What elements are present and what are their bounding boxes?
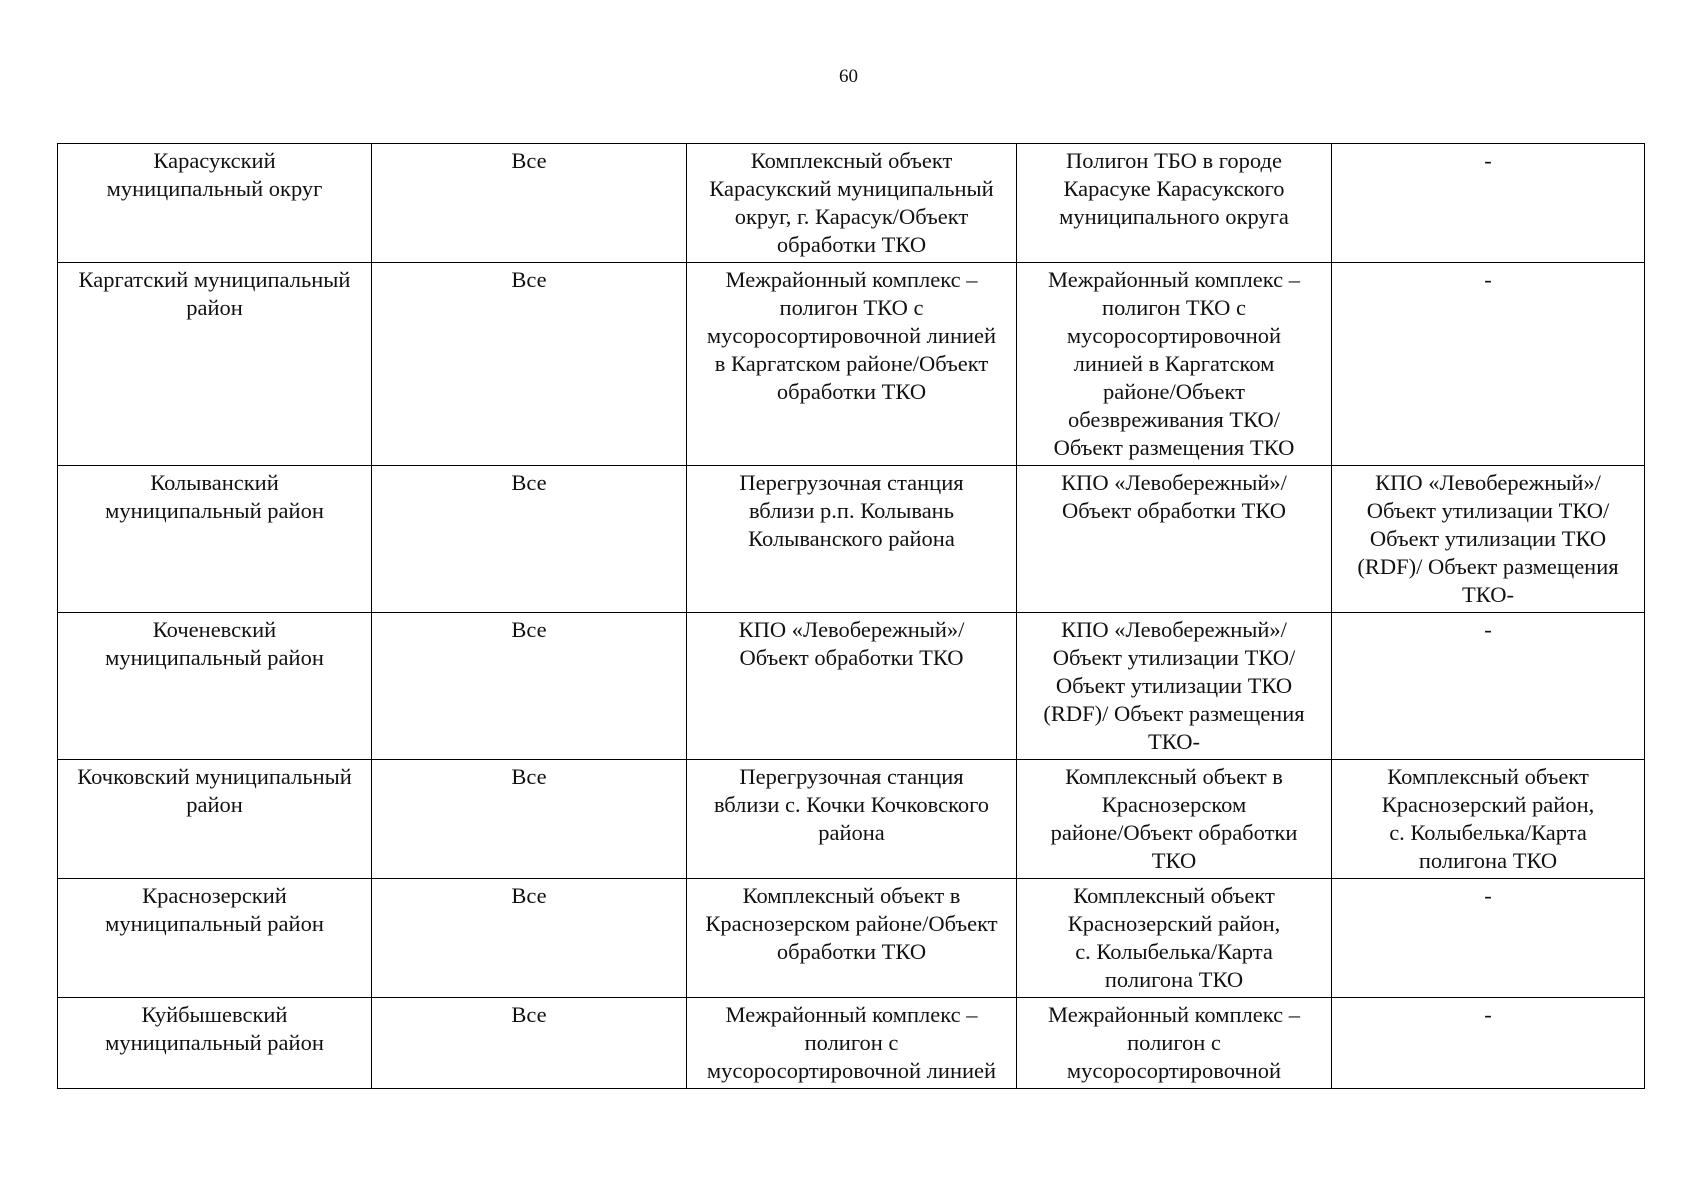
table-row bbox=[58, 263, 1645, 466]
settlements-cell: Все bbox=[372, 466, 687, 613]
object-cell-1: Комплексный объект в Краснозерском районе/Объект обработки ТКО bbox=[687, 879, 1017, 998]
object-cell-1: Межрайонный комплекс – полигон ТКО с мусоросортировочной линией в Каргатском районе/Объект обработки ТКО bbox=[687, 263, 1017, 466]
object-cell-3: - bbox=[1332, 998, 1645, 1089]
settlements-cell: Все bbox=[372, 263, 687, 466]
table-row bbox=[58, 613, 1645, 760]
object-cell-2: Межрайонный комплекс – полигон с мусоросортировочной bbox=[1017, 998, 1332, 1089]
table-row bbox=[58, 879, 1645, 998]
municipality-cell: Карасукский муниципальный округ bbox=[58, 144, 372, 263]
object-cell-3: - bbox=[1332, 144, 1645, 263]
settlements-cell: Все bbox=[372, 760, 687, 879]
object-cell-1: Комплексный объект Карасукский муниципальный округ, г. Карасук/Объект обработки ТКО bbox=[687, 144, 1017, 263]
object-cell-1: Перегрузочная станция вблизи с. Кочки Кочковского района bbox=[687, 760, 1017, 879]
table-row bbox=[58, 466, 1645, 613]
object-cell-2: КПО «Левобережный»/ Объект обработки ТКО bbox=[1017, 466, 1332, 613]
object-cell-2: Полигон ТБО в городе Карасуке Карасукского муниципального округа bbox=[1017, 144, 1332, 263]
waste-objects-table bbox=[57, 143, 1645, 1089]
table-row bbox=[58, 144, 1645, 263]
settlements-cell: Все bbox=[372, 879, 687, 998]
table-row bbox=[58, 760, 1645, 879]
table-row bbox=[58, 998, 1645, 1089]
page-number: 60 bbox=[839, 66, 858, 87]
object-cell-3: - bbox=[1332, 613, 1645, 760]
municipality-cell: Колыванский муниципальный район bbox=[58, 466, 372, 613]
object-cell-1: Межрайонный комплекс – полигон с мусоросортировочной линией bbox=[687, 998, 1017, 1089]
object-cell-2: Комплексный объект Краснозерский район, с. Колыбелька/Карта полигона ТКО bbox=[1017, 879, 1332, 998]
object-cell-2: Комплексный объект в Краснозерском районе/Объект обработки ТКО bbox=[1017, 760, 1332, 879]
municipality-cell: Каргатский муниципальный район bbox=[58, 263, 372, 466]
object-cell-1: Перегрузочная станция вблизи р.п. Колывань Колыванского района bbox=[687, 466, 1017, 613]
settlements-cell: Все bbox=[372, 613, 687, 760]
object-cell-2: Межрайонный комплекс – полигон ТКО с мусоросортировочной линией в Каргатском районе/Объект обезвреживания ТКО/ Объект размещения ТКО bbox=[1017, 263, 1332, 466]
object-cell-1: КПО «Левобережный»/ Объект обработки ТКО bbox=[687, 613, 1017, 760]
object-cell-3: Комплексный объект Краснозерский район, с. Колыбелька/Карта полигона ТКО bbox=[1332, 760, 1645, 879]
object-cell-2: КПО «Левобережный»/ Объект утилизации ТКО/ Объект утилизации ТКО (RDF)/ Объект размещения ТКО- bbox=[1017, 613, 1332, 760]
object-cell-3: КПО «Левобережный»/ Объект утилизации ТКО/ Объект утилизации ТКО (RDF)/ Объект размещения ТКО- bbox=[1332, 466, 1645, 613]
municipality-cell: Кочковский муниципальный район bbox=[58, 760, 372, 879]
settlements-cell: Все bbox=[372, 998, 687, 1089]
object-cell-3: - bbox=[1332, 879, 1645, 998]
settlements-cell: Все bbox=[372, 144, 687, 263]
municipality-cell: Куйбышевский муниципальный район bbox=[58, 998, 372, 1089]
municipality-cell: Коченевский муниципальный район bbox=[58, 613, 372, 760]
object-cell-3: - bbox=[1332, 263, 1645, 466]
municipality-cell: Краснозерский муниципальный район bbox=[58, 879, 372, 998]
